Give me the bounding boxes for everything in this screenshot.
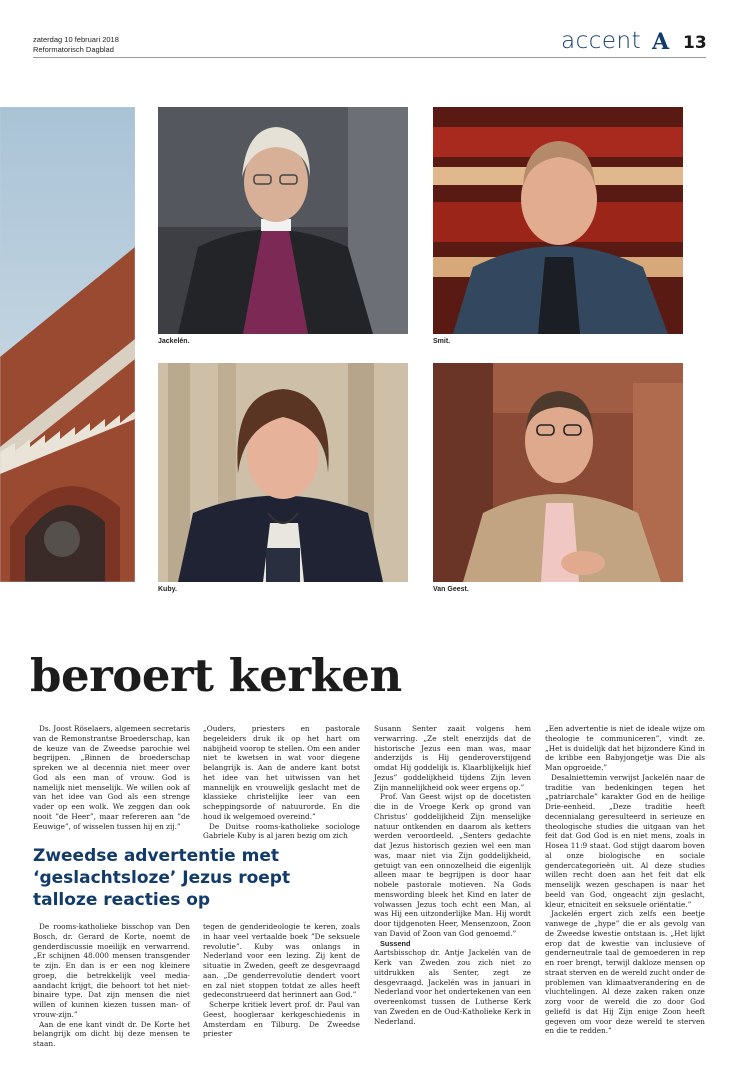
portrait-jackelen-image [158, 107, 408, 334]
subhead-sussend: Sussend [380, 938, 411, 948]
paragraph: Susann Senter zaait volgens hem verwarring. „Ze stelt enerzijds dat de historische Jezus een man was, maar anderzijds is Hij genderoverstijgend omdat Hij goddelijk is. Klaarblijkelijk hief Jezus” goddelijkheid tijdens Zijn leven Zijn mannelijkheid ook weer ergens op.” [374, 724, 531, 792]
column-2-bottom [203, 922, 360, 1039]
section-logo: A [652, 29, 670, 55]
paragraph: De rooms-katholieke bisschop van Den Bosch, dr. Gerard de Korte, noemt de genderdiscussie moeilijk en verwarrend. „Er schijnen 48.000 mensen transgender te zijn. En dan is er een nog kleinere groep, die betrekkelijk veel media-aandacht krijgt, die behoort tot het niet-binaire type. Dat zijn mensen die niet willen of kunnen kiezen tussen man- of vrouw-zijn.” [33, 922, 190, 1019]
portrait-jackelen [158, 107, 408, 334]
paragraph: tegen de genderideologie te keren, zoals in haar veel vertaalde boek ”De seksuele revolutie”. Kuby was onlangs in Nederland voor een lezing. Zij kent de situatie in Zweden, geeft ze desgevraagd aan. „De genderrevolutie dendert voort en zal niet stoppen totdat ze alles heeft gedeconstrueerd dat herinnert aan God.” [203, 922, 360, 1000]
paragraph: Scherpe kritiek levert prof. dr. Paul van Geest, hoogleraar kerkgeschiedenis in Amsterdam en Tilburg. De Zweedse priester [203, 1000, 360, 1039]
column-3 [374, 724, 531, 1026]
masthead-date: zaterdag 10 februari 2018 [33, 35, 119, 44]
paragraph: De Duitse rooms-katholieke sociologe Gabriele Kuby is al jaren bezig om zich [203, 821, 360, 841]
portrait-kuby-image [158, 363, 408, 582]
caption-jackelen: Jackelén. [158, 338, 190, 345]
paragraph: „Een advertentie is niet de ideale wijze om theologie te communiceren”, vindt ze. „Het is duidelijk dat het bijzondere Kind in de kribbe een Babyjongetje was Die als Man opgroeide.” [545, 724, 705, 772]
paragraph: „Ouders, priesters en pastorale begeleiders druk ik op het hart om nabijheid voorop te stellen. Om een ander niet te kwetsen in wat voor diegene belangrijk is. Aan de andere kant botst het idee van het uitwissen van het mannelijk en vrouwelijk geslacht met de klassieke christelijke leer van een scheppingsorde of natuurorde. En die houd ik welgemoed overeind.” [203, 724, 360, 821]
column-1-bottom [33, 922, 190, 1049]
paragraph: Jackelén ergert zich zelfs een beetje vanwege de „hype” die er als gevolg van de Zweedse kwestie ontstaan is. „Het lijkt erop dat de kwestie van inclusieve of genderneutrale taal de gemoederen in rep en roer brengt, terwijl dakloze mensen op straat sterven en de wereld zucht onder de problemen van klimaatverandering en de vluchtelingen. Al deze zaken raken onze zorg voor de wereld die zo door God geliefd is dat Hij Zijn enige Zoon heeft gegeven om voor deze wereld te sterven en die te redden.” [545, 909, 705, 1036]
masthead-paper: Reformatorisch Dagblad [33, 45, 114, 54]
portrait-vangeest-image [433, 363, 683, 582]
caption-kuby: Kuby. [158, 586, 177, 593]
paragraph: Aartsbisschop dr. Antje Jackelén van de Kerk van Zweden zou zich niet zo uitdrukken als Senter, zegt ze desgevraagd. Jackelén was in januari in Nederland voor het ondertekenen van een overeenkomst tussen de Lutherse Kerk van Zweden en de Oud-Katholieke Kerk in Nederland. [374, 948, 531, 1026]
church-photo [0, 107, 135, 582]
caption-vangeest: Van Geest. [433, 586, 469, 593]
portrait-vangeest [433, 363, 683, 582]
caption-smit: Smit. [433, 338, 451, 345]
section-name: accent [561, 28, 642, 54]
portrait-smit-image [433, 107, 683, 334]
paragraph: Desalniettemin verwijst Jackelén naar de traditie van bedenkingen tegen het „patriarchale” karakter God en de heilige Drie-eenheid. „Deze traditie heeft decennialang geresulteerd in serieuze en theologische studies die uitgaan van het feit dat God God is en niet mens, zoals in Hosea 11:9 staat. God stijgt daarom boven al onze biologische en sociale gendercategorieën uit. Al deze studies willen recht doen aan het feit dat elk menselijk wezen geschapen is naar het beeld van God, ongeacht zijn geslacht, kleur, etniciteit en seksuele oriëntatie.” [545, 772, 705, 909]
masthead-rule [33, 57, 706, 58]
portrait-smit [433, 107, 683, 334]
church-illustration [0, 107, 135, 582]
column-4 [545, 724, 705, 1036]
column-2-top [203, 724, 360, 841]
portrait-kuby [158, 363, 408, 582]
paragraph: Aan de ene kant vindt dr. De Korte het belangrijk om dicht bij deze mensen te staan. [33, 1019, 190, 1048]
paragraph: Ds. Joost Röselaers, algemeen secretaris van de Remonstrantse Broederschap, kan de keuze van de Zweedse parochie wel begrijpen. „Binnen de broederschap spreken we al decennia niet meer over God als een man of vrouw. God is namelijk niet menselijk. We willen ook af van het idee van God als een strenge vader op een wolk. We zeggen dan ook nooit ”de Heer”, maar refereren aan ”de Eeuwige”, of wisselen tussen hij en zij.” [33, 724, 190, 831]
page-number: 13 [683, 33, 707, 53]
headline: beroert kerken [30, 649, 402, 702]
column-1-top [33, 724, 190, 831]
paragraph: Prof. Van Geest wijst op de docetisten die in de Vroege Kerk op grond van Christus’ goddelijkheid Zijn menselijke natuur ontkenden en daarom als ketters werden veroordeeld. „Senters gedachte dat Jezus historisch gezien wel een man was, maar niet via Zijn goddelijkheid, getuigt van een onnozelheid die eigenlijk alleen maar te begrijpen is door haar nobele pastorale motieven. Na Gods menswording bleek het Kind en later de volwassen Jezus toch echt een Man, al was Hij een uitzonderlijke Man. Hij wordt door tijdgenoten Heer, Mensenzoon, Zoon van David of Zoon van God genoemd.” [374, 792, 531, 938]
deck: Zweedse advertentie met ‘geslachtsloze’ Jezus roept talloze reacties op [33, 846, 291, 910]
